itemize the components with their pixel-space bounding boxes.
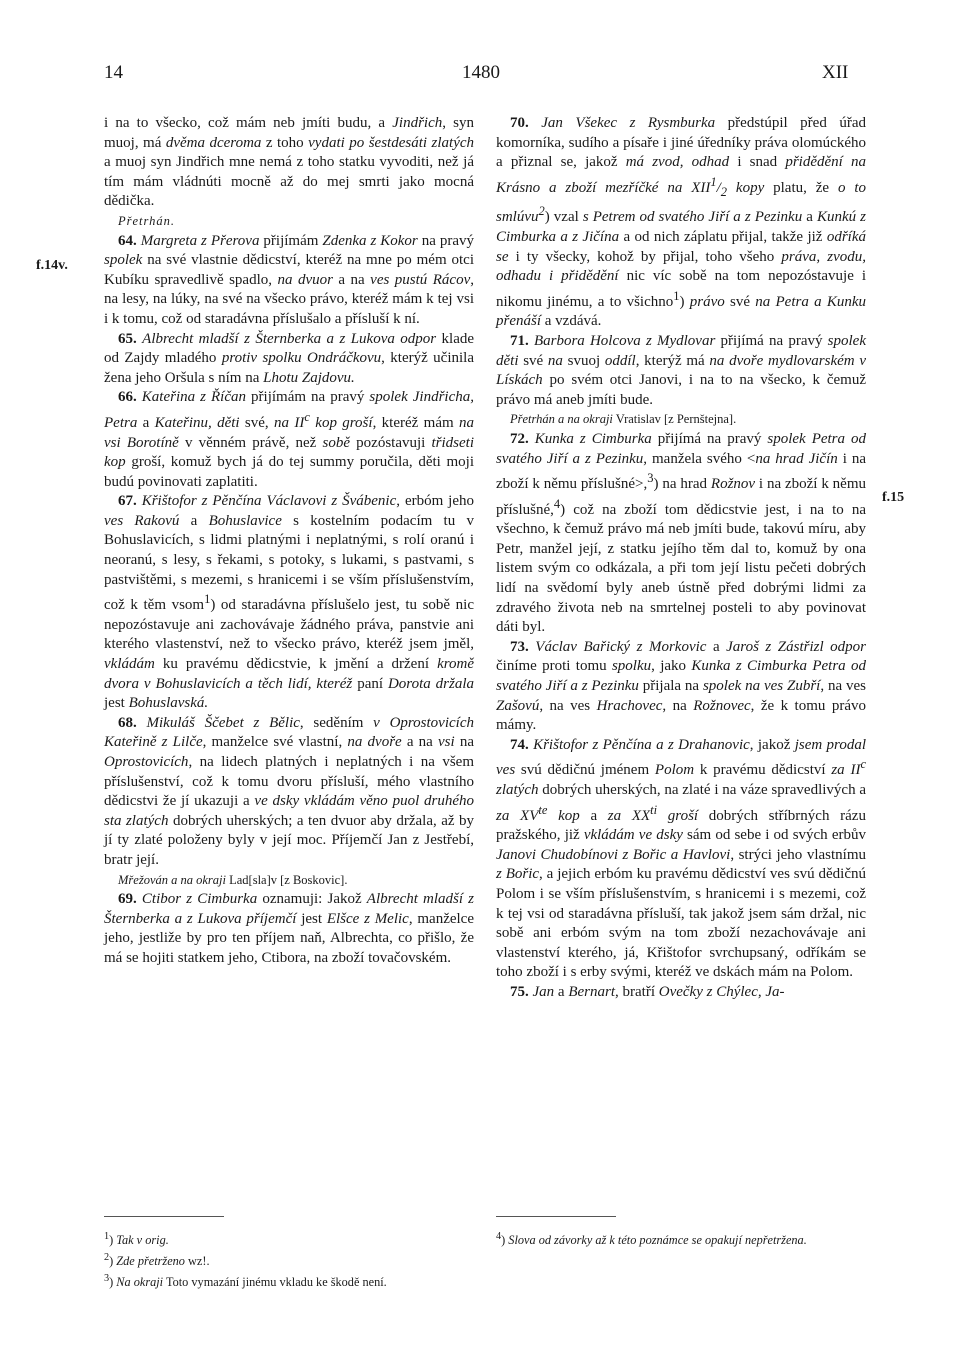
footnote-rule-right: [496, 1216, 616, 1217]
footnote-rule-left: [104, 1216, 224, 1217]
left-column-item: 65. Albrecht mladší z Šternberka a z Lukova odpor klade od Zajdy mladého protiv spolku Ondráčkovu, kterýž učinila žena jeho Oršula s ním na Lhotu Zajdovu.: [104, 330, 475, 386]
chapter-numeral: XII: [822, 62, 849, 83]
left-column-item: Mřežován a na okraji Lad[sla]v [z Boskovic].: [118, 872, 348, 887]
right-column-item: Přetrhán a na okraji Vratislav [z Pernštejna].: [510, 412, 737, 427]
right-column-item: 75. Jan a Bernart, bratří Ovečky z Chýlec, Ja-: [510, 983, 785, 1000]
right-column-item: 74. Křištofor z Pěnčína a z Drahanovic, jakož jsem prodal ves svú dědičnú jménem Polom k pravému dědicství za $II^c$ zlatých dobrých uherských, na zlaté i na váze spravedlivých a za $XV^{te}$ kop a za $XX^{ti}$ groší dobrých stříbrných rázu pražského, již vkládám ve dsky sám od sebe i od svých erbův Janovi Chudobínovi z Bořic a Havlovi, strýci jeho vlastnímu z Bořic, a jejich erbóm ku pravému dědicství ves svú dědičnú Polom i se vším příslušenstvím, s hranicemi i s mezemi, což k tej vsi od staradávna přísluší, tak jakož jsem sám držal, nic sobě ani erbóm svým na tom zboží nezachovávaje ani vlastenství kterého, já, Křištofor svrchupsaný, odříkám se toho zboží i s erby svými, kteréž ve dskách mám na Polom.: [496, 736, 867, 981]
left-column-item: 67. Křištofor z Pěnčína Václavovi z Švábenic, erbóm jeho ves Rakovú a Bohuslavice s kostelním podacím tu v Bohuslavicích, s lidmi platnými i neplatnými, s rolí oranú i neoranú, s lesy, s řekami, s potoky, s lukami, s pastvami, s pastvištěmi, s mezemi, s hranicemi i se vším příslušenstvím, což k těm vsom$^1$) od staradávna příslušelo jest, tu sobě nic nepozóstavuje ani zachovávaje žádného práva, panstvie ani kterého vlastenství, než to všecko právo, kteréž jsem jměl, vkládám ku pravému dědicstvie, k jmění a držení kromě dvora v Bohuslavicích a těch lidí, kteréž paní Dorota držala jest Bohuslavská.: [104, 493, 475, 712]
footnotes-right-item: $^4$) Slova od závorky až k této poznámce se opakují nepřetržena.: [496, 1231, 807, 1248]
footnotes-left-item: $^3$) Na okraji Toto vymazání jinému vkladu ke škodě není.: [104, 1273, 387, 1290]
right-column-item: 71. Barbora Holcova z Mydlovar přijímá na pravý spolek děti své na svuoj oddíl, kterýž má na dvoře mydlovarském v Lískách po svém otci Janovi, i na to na všecko, k čemuž právo má aneb jmíti bude.: [496, 332, 866, 408]
right-column-item: 72. Kunka z Cimburka přijímá na pravý spolek Petra od svatého Jiří a z Pezinku, manžela svého <na hrad Jičín i na zboží k němu příslušné>,$^3$) na hrad Rožnov i na zboží k němu příslušné,$^4$) což na zboží tom dědicstvie jest, i na to na všechno, k čemuž právo má neb jmíti bude, takovú míru, aby Petr, manžel její, z statku jejího těm dal to, komuž by ona listem svým co odkázala, a při tom její listu pečeti dobrých lidí na svědomí byly aneb ústně před dobrými lidmi za zdravého života neb na smrtelnej posteli to aby povinovat dáti byl.: [496, 430, 867, 636]
page-number-left: 14: [104, 62, 123, 83]
left-column-item: Přetrhán.: [118, 213, 176, 228]
left-column: [104, 114, 474, 969]
left-column-item: 66. Kateřina z Říčan přijímám na pravý spolek Jindřicha, Petra a Kateřinu, děti své, na $II^c$ kop groší, kteréž mám na vsi Borotíně v věnném právě, než sobě pozóstavuji třidseti kop groší, komuž bych já do tej summy poručila, děti moji budú povinovati zaplatiti.: [104, 389, 475, 490]
year-header: 1480: [462, 62, 500, 83]
margin-folio-left: f.14v.: [36, 258, 68, 273]
footnotes-right: [496, 1228, 866, 1249]
footnotes-left-item: $^1$) Tak v orig.: [104, 1231, 169, 1248]
footnotes-left: [104, 1228, 474, 1291]
margin-folio-right: f.15: [882, 490, 905, 505]
left-column-item: i na to všecko, což mám neb jmíti budu, a Jindřich, syn muoj, má dvěma dceroma z toho vydati po šestdesáti zlatých a muoj syn Jindřich mne nemá z toho statku vyvoditi, než já tím mám vládnúti mocně až do mej smrti jako mocná dědička.: [104, 115, 475, 210]
footnotes-left-item: $^2$) Zde přetrženo wz!.: [104, 1252, 210, 1269]
left-column-item: 68. Mikuláš Ščebet z Bělic, seděním v Oprostovicích Kateřině z Lilče, manželce své vlastní, na dvoře a na vsi na Oprostovicích, na lidech platných i neplatných i na všem příslušenství, což k tomu dvoru přísluší, mého vlastního dědicstvi že jí ukazuji a ve dsky vkládám věno puol druhého sta zlatých dobrých uherských; a ten dvuor aby držala, až by jí ty zlaté položeny byly v její moc. Příjemčí Jan z Jestřebí, bratr její.: [104, 714, 474, 868]
right-column-item: 73. Václav Bařický z Morkovic a Jaroš z Zástřizl odpor činíme proti tomu spolku, jako Kunka z Cimburka Petra od svatého Jiří a z Pezinku přijala na spolek na ves Zubří, na ves Zašovú, na ves Hrachovec, na Rožnovec, že k tomu právo mámy.: [496, 638, 867, 734]
right-column: [496, 114, 866, 1003]
right-column-item: 70. Jan Všekec z Rysmburka předstúpil před úřad komorníka, sudího a písaře i jiné úředníky práva olomúckého a přiznal se, jakož má zvod, odhad i snad přidědění na Krásno a zboží mezříčké na $XII^1/_2$ kopy platu, že o to smlúvu$^2$) vzal s Petrem od svatého Jiří a z Pezinku a Kunkú z Cimburka a z Jičína a od nich záplatu přijal, takže již odříká se i ty všecky, kohož by přijal, toho všeho práva, zvodu, odhadu i přidědění nic víc sobě na tom nepozóstavuje i nikomu jinému, a to všichno$^1$) právo své na Petra a Kunku přenáší a vzdává.: [496, 115, 867, 330]
left-column-item: 69. Ctibor z Cimburka oznamuji: Jakož Albrecht mladší z Šternberka a z Lukova příjemčí jest Elšce z Melic, manželce jeho, jestliže by pro ten příjem naň, Albrechta, co přišlo, že má se hojiti statkem jeho, Ctibora, na zboží tovačovském.: [104, 891, 475, 966]
left-column-item: 64. Margreta z Přerova přijímám Zdenka z Kokor na pravý spolek na své vlastnie dědicství, kteréž na mne po mém otci Kubíku spravedlivě spadlo, na dvuor a na ves pustú Rácov, na lesy, na lúky, na své na všecko právo, kteréž mám k tej vsi i k tomu, což od staradávna příslušalo a přísluší k ní.: [104, 232, 475, 327]
